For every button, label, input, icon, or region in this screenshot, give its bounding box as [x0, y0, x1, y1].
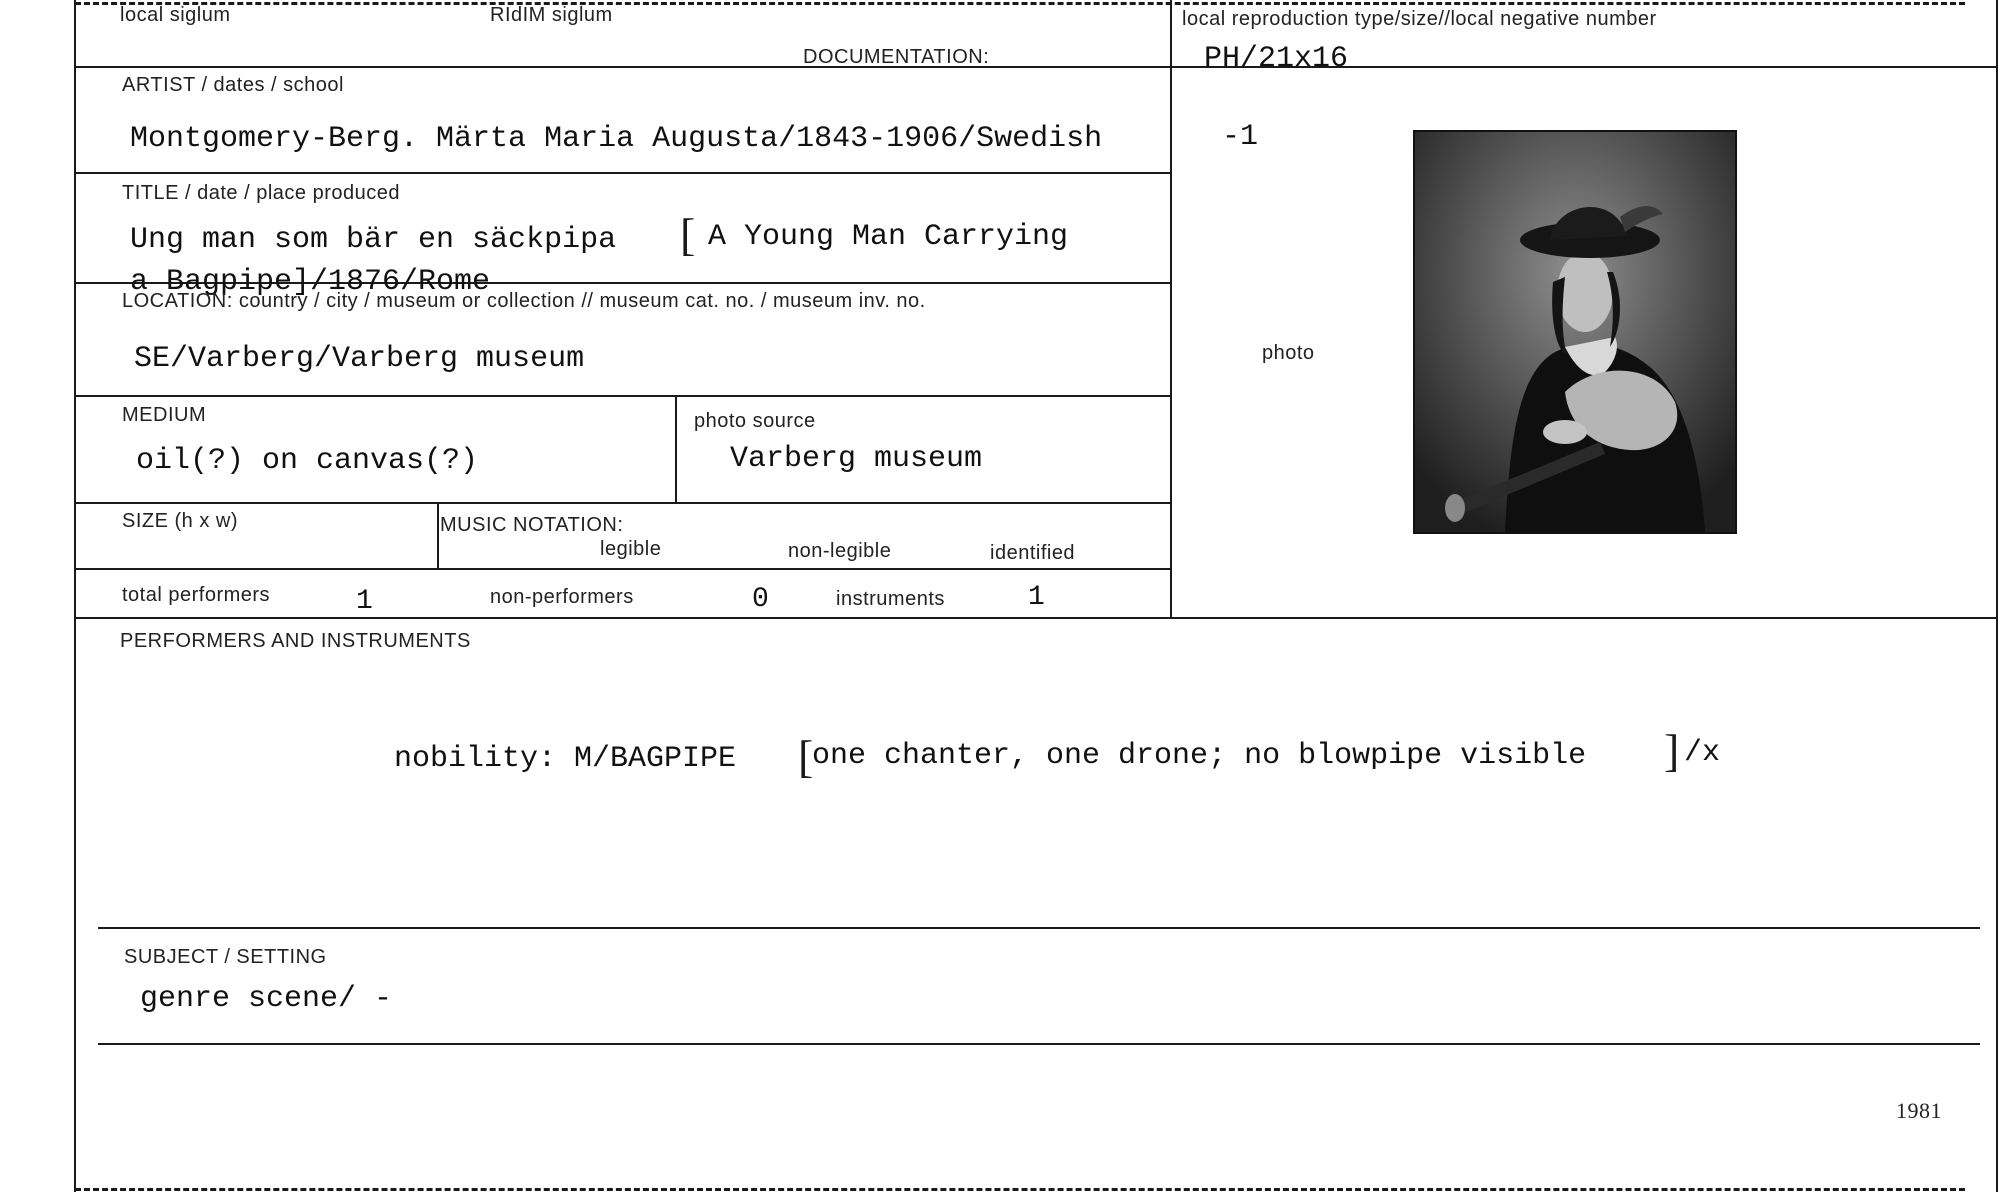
performers-prefix: nobility: M/BAGPIPE	[394, 742, 737, 776]
documentation-label: DOCUMENTATION:	[803, 46, 990, 68]
size-label: SIZE (h x w)	[122, 510, 239, 532]
location-value: SE/Varberg/Varberg museum	[134, 342, 585, 376]
identified-label: identified	[990, 542, 1076, 564]
subject-value: genre scene/ -	[140, 982, 393, 1016]
performers-suffix: /x	[1684, 736, 1721, 770]
top-dashed-edge	[75, 2, 1965, 5]
photo-label: photo	[1262, 342, 1315, 364]
artist-label: ARTIST / dates / school	[122, 74, 344, 96]
title-label: TITLE / date / place produced	[122, 182, 400, 204]
non-performers-value: 0	[752, 584, 769, 615]
title-english: A Young Man Carrying	[708, 220, 1069, 254]
photo-source-label: photo source	[694, 410, 816, 432]
subject-setting-label: SUBJECT / SETTING	[124, 946, 327, 968]
rule-subject	[98, 1043, 1980, 1045]
title-open-bracket: [	[680, 209, 696, 260]
rule-counts	[74, 617, 1998, 619]
artist-suffix: -1	[1222, 120, 1259, 154]
medium-value: oil(?) on canvas(?)	[136, 444, 479, 478]
rule-documentation	[74, 66, 1172, 68]
location-label: LOCATION: country / city / museum or collection // museum cat. no. / museum inv. no.	[122, 290, 926, 312]
total-performers-label: total performers	[122, 584, 271, 606]
legible-label: legible	[600, 538, 662, 560]
size-divider	[437, 502, 439, 569]
performers-close-bracket: ]	[1664, 725, 1680, 776]
ridim-siglum-label: RIdIM siglum	[490, 4, 613, 26]
performers-detail: one chanter, one drone; no blowpipe visible	[812, 739, 1587, 773]
year-stamp: 1981	[1896, 1098, 1942, 1123]
rule-location	[74, 395, 1172, 397]
performers-open-bracket: [	[798, 731, 814, 782]
painting-photo	[1413, 130, 1737, 534]
rule-artist	[74, 172, 1172, 174]
total-performers-value: 1	[356, 586, 373, 617]
rule-size	[74, 568, 1172, 570]
young-man-bagpipe-image	[1415, 132, 1735, 532]
right-border	[1996, 0, 1998, 1192]
rule-medium	[74, 502, 1172, 504]
local-repro-value: PH/21x16	[1204, 42, 1349, 76]
local-siglum-label: local siglum	[120, 4, 231, 26]
title-line2: a Bagpipe]/1876/Rome	[130, 265, 491, 299]
photo-source-value: Varberg museum	[730, 442, 983, 476]
instruments-value: 1	[1028, 582, 1045, 613]
artist-value: Montgomery-Berg. Märta Maria Augusta/1843-1906/Swedish	[130, 122, 1103, 156]
bottom-dashed-edge	[75, 1188, 1965, 1191]
medium-label: MEDIUM	[122, 404, 207, 426]
medium-divider	[675, 395, 677, 503]
non-performers-label: non-performers	[490, 586, 634, 608]
local-repro-label: local reproduction type/size//local negative number	[1182, 8, 1657, 30]
music-notation-label: MUSIC NOTATION:	[440, 514, 624, 536]
left-border	[74, 0, 76, 1192]
rule-performers	[98, 927, 1980, 929]
instruments-label: instruments	[836, 588, 945, 610]
performers-instruments-label: PERFORMERS AND INSTRUMENTS	[120, 630, 471, 652]
non-legible-label: non-legible	[788, 540, 892, 562]
title-swedish: Ung man som bär en säckpipa	[130, 223, 617, 257]
photo-column-divider	[1170, 0, 1172, 617]
